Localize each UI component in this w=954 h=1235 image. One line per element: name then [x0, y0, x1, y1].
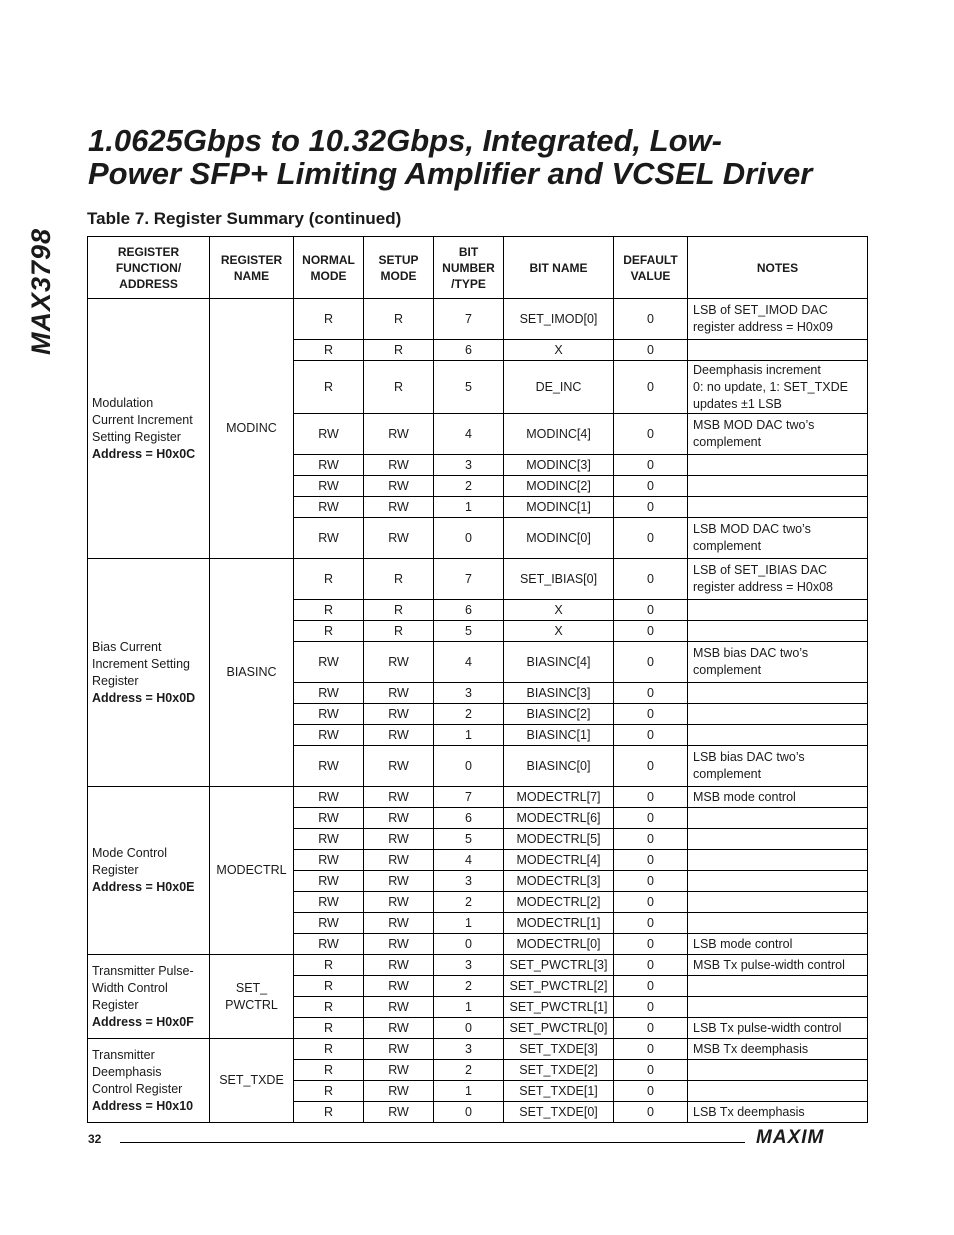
notes-cell — [688, 361, 868, 414]
setup-mode-cell: RW — [364, 414, 434, 455]
setup-mode-cell: RW — [364, 997, 434, 1018]
register-function-cell — [88, 787, 210, 955]
notes-cell — [688, 955, 868, 976]
normal-mode-cell: RW — [294, 934, 364, 955]
text-line: VALUE — [630, 268, 671, 283]
bit-name-cell: MODECTRL[0] — [504, 934, 614, 955]
text-line: NOTES — [756, 260, 799, 275]
text-line: Increment Setting — [92, 656, 190, 671]
setup-mode-cell: R — [364, 299, 434, 340]
default-value-cell: 0 — [614, 704, 688, 725]
table-row — [88, 955, 868, 976]
default-value-cell: 0 — [614, 340, 688, 361]
notes-cell — [688, 850, 868, 871]
default-value-cell: 0 — [614, 476, 688, 497]
text-line: NAME — [233, 268, 270, 283]
bit-name-cell: MODINC[3] — [504, 455, 614, 476]
text-line: Modulation — [92, 395, 154, 410]
default-value-cell: 0 — [614, 725, 688, 746]
normal-mode-cell: R — [294, 1039, 364, 1060]
notes-cell — [688, 892, 868, 913]
normal-mode-cell: R — [294, 361, 364, 414]
normal-mode-cell: RW — [294, 746, 364, 787]
bit-number-cell: 0 — [434, 746, 504, 787]
bit-name-cell: X — [504, 621, 614, 642]
text-line: LSB Tx pulse-width control — [693, 1020, 842, 1035]
setup-mode-cell: RW — [364, 642, 434, 683]
text-line: LSB Tx deemphasis — [693, 1104, 805, 1119]
bit-number-cell: 2 — [434, 704, 504, 725]
default-value-cell: 0 — [614, 642, 688, 683]
bit-name-cell: MODECTRL[6] — [504, 808, 614, 829]
setup-mode-cell: RW — [364, 1102, 434, 1123]
default-value-cell: 0 — [614, 808, 688, 829]
bit-number-cell: 6 — [434, 808, 504, 829]
notes-cell — [688, 642, 868, 683]
bit-number-cell: 5 — [434, 361, 504, 414]
bit-name-cell: MODECTRL[7] — [504, 787, 614, 808]
text-line: LSB bias DAC two’s — [693, 750, 805, 764]
register-address: Address = H0x10 — [92, 1098, 194, 1113]
notes-cell — [688, 746, 868, 787]
default-value-cell: 0 — [614, 955, 688, 976]
table-row — [88, 299, 868, 340]
normal-mode-cell: RW — [294, 871, 364, 892]
text-line: MODECTRL — [216, 863, 287, 877]
text-line: Register — [92, 997, 139, 1012]
normal-mode-cell: RW — [294, 725, 364, 746]
text-line: register address = H0x09 — [693, 320, 834, 334]
notes-cell — [688, 621, 868, 642]
title-line-1: 1.0625Gbps to 10.32Gbps, Integrated, Low- — [88, 123, 722, 158]
bit-number-cell: 4 — [434, 642, 504, 683]
setup-mode-cell: RW — [364, 1018, 434, 1039]
setup-mode-cell: RW — [364, 704, 434, 725]
notes-cell — [688, 704, 868, 725]
normal-mode-cell: RW — [294, 642, 364, 683]
bit-name-cell: SET_PWCTRL[3] — [504, 955, 614, 976]
bit-name-cell: MODECTRL[2] — [504, 892, 614, 913]
text-line: complement — [693, 663, 762, 677]
bit-name-cell: MODINC[4] — [504, 414, 614, 455]
bit-number-cell: 1 — [434, 725, 504, 746]
header-register-function — [88, 237, 210, 299]
setup-mode-cell: RW — [364, 829, 434, 850]
bit-number-cell: 0 — [434, 518, 504, 559]
text-line: MSB Tx deemphasis — [693, 1041, 809, 1056]
header-row — [88, 237, 868, 299]
register-name-cell — [210, 299, 294, 559]
bit-name-cell: MODECTRL[4] — [504, 850, 614, 871]
notes-cell — [688, 476, 868, 497]
notes-cell — [688, 559, 868, 600]
notes-cell — [688, 340, 868, 361]
text-line: SET_TXDE — [219, 1073, 284, 1087]
text-line: /TYPE — [451, 276, 486, 291]
register-summary-table — [87, 236, 868, 1123]
normal-mode-cell: RW — [294, 704, 364, 725]
setup-mode-cell: RW — [364, 518, 434, 559]
bit-number-cell: 3 — [434, 955, 504, 976]
setup-mode-cell: RW — [364, 976, 434, 997]
notes-cell — [688, 1039, 868, 1060]
setup-mode-cell: RW — [364, 934, 434, 955]
normal-mode-cell: R — [294, 299, 364, 340]
register-name-cell — [210, 1039, 294, 1123]
setup-mode-cell: RW — [364, 725, 434, 746]
normal-mode-cell: R — [294, 1018, 364, 1039]
normal-mode-cell: R — [294, 559, 364, 600]
text-line: Setting Register — [92, 429, 181, 444]
bit-name-cell: SET_TXDE[3] — [504, 1039, 614, 1060]
notes-cell — [688, 683, 868, 704]
bit-name-cell: BIASINC[4] — [504, 642, 614, 683]
setup-mode-cell: RW — [364, 871, 434, 892]
text-line: complement — [693, 435, 762, 449]
bit-number-cell: 2 — [434, 476, 504, 497]
bit-name-cell: SET_IBIAS[0] — [504, 559, 614, 600]
default-value-cell: 0 — [614, 1081, 688, 1102]
default-value-cell: 0 — [614, 829, 688, 850]
text-line: Bias Current — [92, 639, 162, 654]
bit-name-cell: BIASINC[3] — [504, 683, 614, 704]
normal-mode-cell: RW — [294, 787, 364, 808]
bit-name-cell: BIASINC[2] — [504, 704, 614, 725]
bit-name-cell: BIASINC[1] — [504, 725, 614, 746]
default-value-cell: 0 — [614, 497, 688, 518]
bit-number-cell: 0 — [434, 1018, 504, 1039]
text-line: LSB MOD DAC two’s — [693, 522, 811, 536]
text-line: Register — [92, 673, 139, 688]
normal-mode-cell: RW — [294, 683, 364, 704]
setup-mode-cell: RW — [364, 808, 434, 829]
text-line: LSB of SET_IBIAS DAC — [693, 563, 828, 577]
setup-mode-cell: RW — [364, 913, 434, 934]
text-line: REGISTER — [220, 252, 283, 267]
setup-mode-cell: RW — [364, 497, 434, 518]
setup-mode-cell: R — [364, 621, 434, 642]
bit-name-cell: X — [504, 600, 614, 621]
text-line: Transmitter — [92, 1047, 155, 1062]
register-address: Address = H0x0F — [92, 1014, 194, 1029]
setup-mode-cell: R — [364, 559, 434, 600]
bit-number-cell: 3 — [434, 871, 504, 892]
text-line: complement — [693, 539, 762, 553]
setup-mode-cell: RW — [364, 955, 434, 976]
register-function-cell — [88, 299, 210, 559]
normal-mode-cell: R — [294, 976, 364, 997]
bit-name-cell: MODECTRL[5] — [504, 829, 614, 850]
notes-cell — [688, 600, 868, 621]
setup-mode-cell: RW — [364, 683, 434, 704]
default-value-cell: 0 — [614, 518, 688, 559]
default-value-cell: 0 — [614, 997, 688, 1018]
text-line: Control Register — [92, 1081, 183, 1096]
bit-name-cell: SET_PWCTRL[2] — [504, 976, 614, 997]
bit-number-cell: 1 — [434, 997, 504, 1018]
page-number: 32 — [88, 1132, 102, 1146]
bit-name-cell: MODINC[1] — [504, 497, 614, 518]
setup-mode-cell: RW — [364, 455, 434, 476]
bit-number-cell: 2 — [434, 892, 504, 913]
default-value-cell: 0 — [614, 787, 688, 808]
setup-mode-cell: R — [364, 361, 434, 414]
bit-number-cell: 1 — [434, 497, 504, 518]
text-line: MSB mode control — [693, 789, 796, 804]
bit-number-cell: 6 — [434, 600, 504, 621]
notes-cell — [688, 997, 868, 1018]
bit-number-cell: 5 — [434, 829, 504, 850]
text-line: REGISTER — [117, 244, 180, 259]
setup-mode-cell: RW — [364, 787, 434, 808]
normal-mode-cell: R — [294, 1060, 364, 1081]
default-value-cell: 0 — [614, 1018, 688, 1039]
bit-name-cell: DE_INC — [504, 361, 614, 414]
setup-mode-cell: RW — [364, 1039, 434, 1060]
setup-mode-cell: RW — [364, 850, 434, 871]
notes-cell — [688, 455, 868, 476]
notes-cell — [688, 1102, 868, 1123]
bit-number-cell: 0 — [434, 934, 504, 955]
notes-cell — [688, 808, 868, 829]
text-line: complement — [693, 767, 762, 781]
setup-mode-cell: RW — [364, 1060, 434, 1081]
bit-number-cell: 7 — [434, 299, 504, 340]
normal-mode-cell: RW — [294, 518, 364, 559]
bit-number-cell: 4 — [434, 850, 504, 871]
bit-name-cell: BIASINC[0] — [504, 746, 614, 787]
bit-number-cell: 2 — [434, 976, 504, 997]
bit-number-cell: 2 — [434, 1060, 504, 1081]
default-value-cell: 0 — [614, 621, 688, 642]
bit-number-cell: 5 — [434, 621, 504, 642]
default-value-cell: 0 — [614, 871, 688, 892]
notes-cell — [688, 1060, 868, 1081]
text-line: NORMAL — [302, 252, 355, 267]
maxim-logo: MAXIM — [756, 1127, 825, 1148]
text-line: SET_ — [235, 980, 268, 995]
normal-mode-cell: RW — [294, 476, 364, 497]
normal-mode-cell: R — [294, 1102, 364, 1123]
bit-number-cell: 6 — [434, 340, 504, 361]
header-bit-name — [504, 237, 614, 299]
normal-mode-cell: RW — [294, 850, 364, 871]
setup-mode-cell: RW — [364, 746, 434, 787]
text-line: MSB MOD DAC two’s — [693, 418, 815, 432]
text-line: LSB of SET_IMOD DAC — [693, 303, 828, 317]
setup-mode-cell: R — [364, 600, 434, 621]
table-row — [88, 559, 868, 600]
register-name-cell — [210, 955, 294, 1039]
text-line: MODE — [380, 268, 417, 283]
text-line: Width Control — [92, 980, 168, 995]
bit-name-cell: SET_PWCTRL[0] — [504, 1018, 614, 1039]
setup-mode-cell: RW — [364, 476, 434, 497]
normal-mode-cell: RW — [294, 808, 364, 829]
bit-name-cell: SET_TXDE[1] — [504, 1081, 614, 1102]
bit-number-cell: 0 — [434, 1102, 504, 1123]
bit-number-cell: 1 — [434, 913, 504, 934]
bit-name-cell: SET_TXDE[0] — [504, 1102, 614, 1123]
default-value-cell: 0 — [614, 976, 688, 997]
setup-mode-cell: RW — [364, 892, 434, 913]
text-line: SETUP — [378, 252, 419, 267]
table-row — [88, 787, 868, 808]
normal-mode-cell: RW — [294, 913, 364, 934]
bit-number-cell: 4 — [434, 414, 504, 455]
bit-name-cell: SET_PWCTRL[1] — [504, 997, 614, 1018]
bit-name-cell: MODECTRL[3] — [504, 871, 614, 892]
default-value-cell: 0 — [614, 934, 688, 955]
default-value-cell: 0 — [614, 361, 688, 414]
text-line: Current Increment — [92, 412, 193, 427]
register-function-cell — [88, 1039, 210, 1123]
default-value-cell: 0 — [614, 559, 688, 600]
register-name-cell — [210, 787, 294, 955]
table-row — [88, 1039, 868, 1060]
bit-number-cell: 3 — [434, 1039, 504, 1060]
text-line: Deemphasis increment — [693, 362, 821, 377]
text-line: MSB bias DAC two’s — [693, 646, 809, 660]
table-body — [88, 299, 868, 1123]
default-value-cell: 0 — [614, 892, 688, 913]
text-line: ADDRESS — [119, 276, 178, 291]
register-address: Address = H0x0D — [92, 690, 196, 705]
setup-mode-cell: RW — [364, 1081, 434, 1102]
notes-cell — [688, 787, 868, 808]
text-line: BIT — [458, 244, 479, 259]
normal-mode-cell: RW — [294, 829, 364, 850]
default-value-cell: 0 — [614, 414, 688, 455]
bit-number-cell: 1 — [434, 1081, 504, 1102]
notes-cell — [688, 725, 868, 746]
normal-mode-cell: RW — [294, 497, 364, 518]
header-notes — [688, 237, 868, 299]
register-function-cell — [88, 559, 210, 787]
text-line: DEFAULT — [623, 252, 678, 267]
notes-cell — [688, 934, 868, 955]
text-line: register address = H0x08 — [693, 580, 834, 594]
default-value-cell: 0 — [614, 299, 688, 340]
bit-name-cell: X — [504, 340, 614, 361]
bit-number-cell: 3 — [434, 455, 504, 476]
default-value-cell: 0 — [614, 850, 688, 871]
header-bit-number — [434, 237, 504, 299]
text-line: Mode Control — [92, 846, 168, 860]
text-line: updates ±1 LSB — [693, 396, 782, 411]
notes-cell — [688, 497, 868, 518]
bit-number-cell: 3 — [434, 683, 504, 704]
default-value-cell: 0 — [614, 1039, 688, 1060]
normal-mode-cell: R — [294, 340, 364, 361]
text-line: Deemphasis — [92, 1064, 162, 1079]
notes-cell — [688, 1081, 868, 1102]
notes-cell — [688, 913, 868, 934]
part-number-text: MAX3798 — [26, 227, 57, 355]
bit-name-cell: MODINC[0] — [504, 518, 614, 559]
text-line: PWCTRL — [225, 997, 278, 1012]
text-line: MSB Tx pulse-width control — [693, 957, 845, 972]
text-line: MODINC — [226, 421, 277, 435]
bit-number-cell: 7 — [434, 559, 504, 600]
default-value-cell: 0 — [614, 746, 688, 787]
text-line: BIASINC — [226, 665, 277, 679]
default-value-cell: 0 — [614, 1060, 688, 1081]
notes-cell — [688, 518, 868, 559]
header-setup-mode — [364, 237, 434, 299]
normal-mode-cell: R — [294, 997, 364, 1018]
header-register-name — [210, 237, 294, 299]
text-line: FUNCTION/ — [115, 260, 182, 275]
normal-mode-cell: R — [294, 1081, 364, 1102]
default-value-cell: 0 — [614, 683, 688, 704]
bit-name-cell: MODINC[2] — [504, 476, 614, 497]
normal-mode-cell: RW — [294, 455, 364, 476]
text-line: NUMBER — [442, 260, 495, 275]
normal-mode-cell: RW — [294, 414, 364, 455]
register-name-cell — [210, 559, 294, 787]
document-title — [88, 124, 888, 190]
register-address: Address = H0x0E — [92, 880, 195, 894]
notes-cell — [688, 414, 868, 455]
register-function-cell — [88, 955, 210, 1039]
text-line: Transmitter Pulse- — [92, 963, 194, 978]
text-line: BIT NAME — [529, 260, 588, 275]
notes-cell — [688, 299, 868, 340]
notes-cell — [688, 829, 868, 850]
text-line: LSB mode control — [693, 936, 793, 951]
default-value-cell: 0 — [614, 913, 688, 934]
normal-mode-cell: RW — [294, 892, 364, 913]
table-title: Table 7. Register Summary (continued) — [87, 209, 402, 228]
header-default-value — [614, 237, 688, 299]
bit-name-cell: MODECTRL[1] — [504, 913, 614, 934]
text-line: 0: no update, 1: SET_TXDE — [693, 379, 848, 394]
header-normal-mode — [294, 237, 364, 299]
part-number-side-label — [14, 210, 70, 372]
text-line: Register — [92, 863, 139, 877]
setup-mode-cell: R — [364, 340, 434, 361]
title-line-2: Power SFP+ Limiting Amplifier and VCSEL Driver — [88, 156, 813, 191]
normal-mode-cell: R — [294, 955, 364, 976]
notes-cell — [688, 871, 868, 892]
notes-cell — [688, 976, 868, 997]
default-value-cell: 0 — [614, 1102, 688, 1123]
table-header — [88, 237, 868, 299]
notes-cell — [688, 1018, 868, 1039]
text-line: MODE — [310, 268, 347, 283]
normal-mode-cell: R — [294, 621, 364, 642]
default-value-cell: 0 — [614, 600, 688, 621]
bit-name-cell: SET_TXDE[2] — [504, 1060, 614, 1081]
footer-rule — [120, 1142, 745, 1143]
default-value-cell: 0 — [614, 455, 688, 476]
bit-name-cell: SET_IMOD[0] — [504, 299, 614, 340]
register-address: Address = H0x0C — [92, 446, 196, 461]
bit-number-cell: 7 — [434, 787, 504, 808]
normal-mode-cell: R — [294, 600, 364, 621]
